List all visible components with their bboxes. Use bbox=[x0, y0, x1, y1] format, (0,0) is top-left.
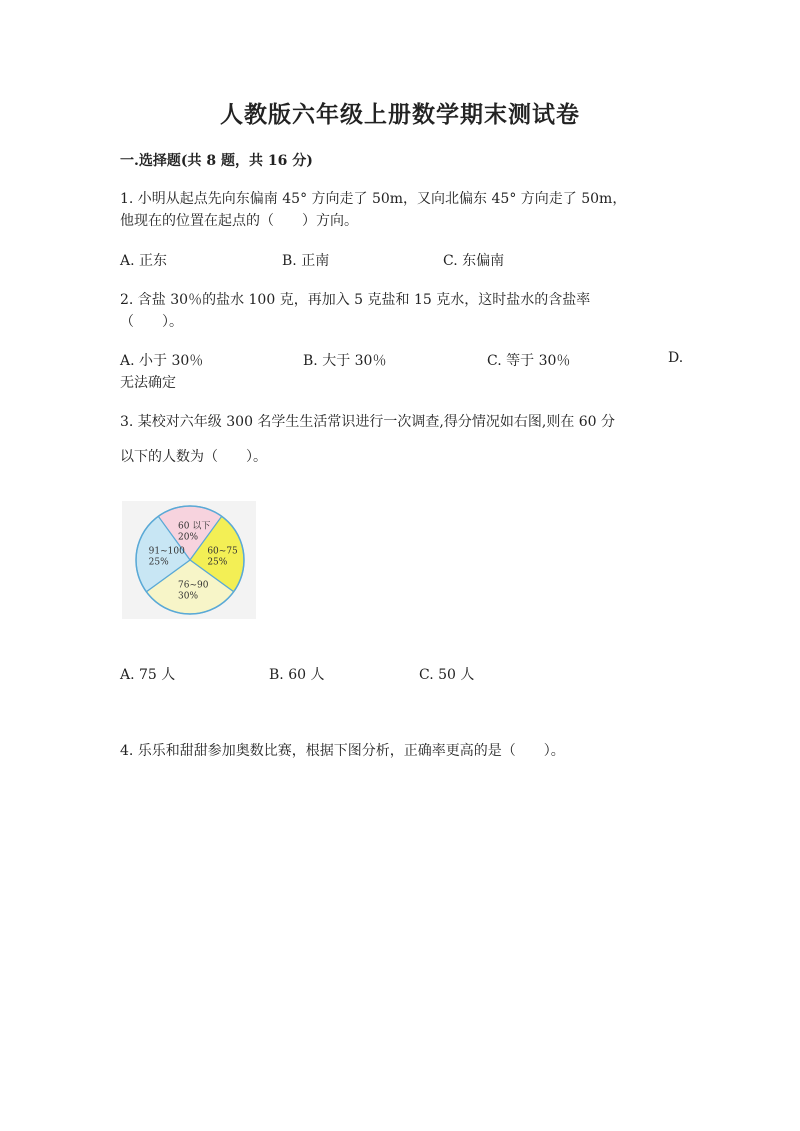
pie-label-0-0: 60 以下 bbox=[178, 521, 211, 532]
pie-label-2-1: 30% bbox=[178, 591, 199, 602]
pie-svg bbox=[122, 501, 256, 619]
q1-line2: 他现在的位置在起点的（ ）方向。 bbox=[120, 213, 358, 229]
pie-label-3-0: 91~100 bbox=[148, 546, 185, 557]
q2-option-b[interactable]: B. 大于 30％ bbox=[303, 353, 387, 369]
q3-option-b[interactable]: B. 60 人 bbox=[269, 667, 325, 683]
q1-option-a[interactable]: A. 正东 bbox=[120, 253, 168, 269]
q2-option-a[interactable]: A. 小于 30％ bbox=[120, 353, 204, 369]
q3-line1: 3. 某校对六年级 300 名学生生活常识进行一次调查,得分情况如右图,则在 60 分 bbox=[120, 414, 616, 430]
pie-label-1-0: 60~75 bbox=[207, 546, 238, 557]
pie-label-0-1: 20% bbox=[178, 532, 199, 543]
q1-option-b[interactable]: B. 正南 bbox=[282, 253, 330, 269]
q2-option-d[interactable]: D. bbox=[668, 350, 684, 366]
q3-option-a[interactable]: A. 75 人 bbox=[120, 667, 176, 683]
q2-line2: （ ）。 bbox=[120, 314, 183, 330]
q3-line2: 以下的人数为（ ）。 bbox=[120, 449, 267, 465]
q2-line1: 2. 含盐 30％的盐水 100 克，再加入 5 克盐和 15 克水，这时盐水的含盐率 bbox=[120, 292, 591, 308]
q1-option-c[interactable]: C. 东偏南 bbox=[443, 253, 505, 269]
q4-line1: 4. 乐乐和甜甜参加奥数比赛，根据下图分析，正确率更高的是（ ）。 bbox=[120, 743, 565, 759]
q2-option-d-text: 无法确定 bbox=[120, 375, 176, 391]
score-pie-chart bbox=[122, 501, 256, 619]
pie-label-1-1: 25% bbox=[207, 557, 228, 568]
q1-line1: 1. 小明从起点先向东偏南 45° 方向走了 50m，又向北偏东 45° 方向走了 50m， bbox=[120, 191, 627, 207]
pie-label-2-0: 76~90 bbox=[178, 580, 209, 591]
q2-option-c[interactable]: C. 等于 30％ bbox=[487, 353, 571, 369]
page-title: 人教版六年级上册数学期末测试卷 bbox=[220, 101, 580, 128]
section-heading: 一.选择题(共 8 题，共 16 分) bbox=[120, 153, 313, 169]
pie-label-3-1: 25% bbox=[148, 557, 169, 568]
q3-option-c[interactable]: C. 50 人 bbox=[419, 667, 475, 683]
